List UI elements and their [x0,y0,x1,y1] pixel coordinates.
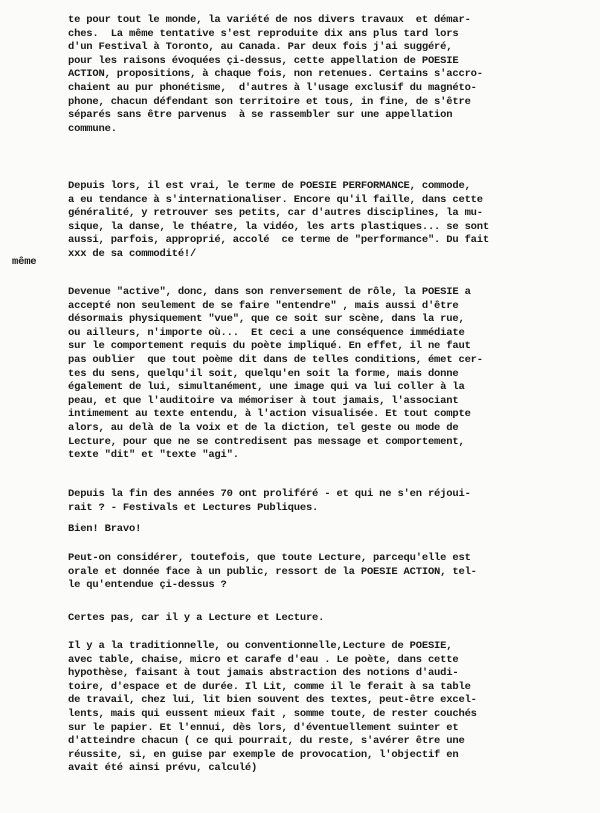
text-line: peau, et que l'auditoire va mémoriser à tout jamais, l'associant [68,394,459,407]
text-line: aussi, parfois, approprié, accolé ce terme de "performance". Du fait [68,234,489,247]
paragraph-bravo [68,523,588,537]
text-line: le qu'entendue çi-dessus ? [68,579,227,592]
text-line: ou ailleurs, n'importe où... Et ceci a une conséquence immédiate [68,326,465,339]
paragraph-poesie-performance [68,180,588,262]
paragraph-certes-pas [68,612,588,626]
text-line: sique, la danse, le théatre, la vidéo, les arts plastiques... se sont [68,220,489,233]
text-line: Il y a la traditionnelle, ou conventionnelle,Lecture de POESIE, [68,640,453,652]
paragraph-question [68,552,588,593]
text-line: rait ? - Festivals et Lectures Publiques. [68,501,319,514]
paragraph-devenue-active [68,286,588,463]
text-line: alors, au delà de la voix et de la diction, tel geste ou mode de [68,421,459,434]
text-line: chaient au pur phonétisme, d'autres à l'usage exclusif du magnéto- [68,81,477,94]
text-line: orale et donnée face à un public, ressort de la POESIE ACTION, tel- [68,565,477,578]
text-line: a eu tendance à s'internationaliser. Encore qu'il faille, dans cette [68,193,483,206]
text-line: avait été ainsi prévu, calculé) [68,762,258,775]
text-line: Lecture, pour que ne se contredisent pas message et comportement, [68,435,465,448]
text-line: Bien! Bravo! [68,523,142,535]
text-line: également de lui, simultanément, une image qui va lui coller à la [68,381,465,394]
text-line: ches. La même tentative s'est reproduite dix ans plus tard lors [68,27,459,40]
text-line: Certes pas, car il y a Lecture et Lecture. [68,612,325,624]
text-line: Depuis la fin des années 70 ont proliféré - et qui ne s'en réjoui- [68,488,471,500]
text-line: généralité, y retrouver ses petits, car d'autres disciplines, la mu- [68,207,483,220]
paragraph-festival-toronto [68,14,588,136]
text-line: lents, mais qui eussent mieux fait , somme toute, de rester couchés [68,707,477,720]
paragraph-festivals [68,488,588,515]
text-line: Depuis lors, il est vrai, le terme de POESIE PERFORMANCE, commode, [68,180,471,192]
text-line: tes du sens, quelqu'il soit, quelqu'en soit la forme, mais donne [68,367,459,380]
text-line: Peut-on considérer, toutefois, que toute Lecture, parcequ'elle est [68,552,471,564]
text-line: xxx de sa commodité!/ [68,247,197,260]
text-line: phone, chacun défendant son territoire et tous, in fine, de s'être [68,95,471,108]
text-line: séparés sans être parvenus à se rassembler sur une appellation [68,109,453,122]
text-line: te pour tout le monde, la variété de nos divers travaux et démar- [68,14,471,26]
text-line: intimement au texte entendu, à l'action visualisée. Et tout compte [68,408,471,421]
text-line: sur le comportement requis du poète impliqué. En effet, il ne faut [68,340,471,353]
text-line: désormais physiquement "vue", que ce soit sur scène, dans la rue, [68,313,465,326]
text-line: toire, d'espace et de durée. Il Lit, comme il le ferait à sa table [68,680,471,693]
text-line: réussite, si, en guise par exemple de provocation, l'objectif en [68,748,459,761]
handwritten-margin-note: même [12,256,37,268]
text-line: pour les raisons évoquées çi-dessus, cette appellation de POESIE [68,54,459,67]
text-line: Devenue "active", donc, dans son renversement de rôle, la POESIE a [68,286,471,298]
text-line: accepté non seulement de se faire "entendre" , mais aussi d'être [68,299,459,312]
paragraph-lecture-traditionnelle [68,640,588,776]
text-line: texte "dit" et "texte "agi". [68,449,239,462]
text-line: sur le papier. Et l'ennui, dès lors, d'éventuellement suinter et [68,721,459,734]
text-line: hypothèse, faisant à tout jamais abstraction des notions d'audi- [68,667,459,680]
text-line: avec table, chaise, micro et carafe d'eau . Le poète, dans cette [68,653,459,666]
text-line: ACTION, propositions, à chaque fois, non retenues. Certains s'accro- [68,68,483,81]
text-line: pas oublier que tout poème dit dans de telles conditions, émet cer- [68,353,483,366]
text-line: commune. [68,122,117,135]
text-line: d'un Festival à Toronto, au Canada. Par deux fois j'ai suggéré, [68,41,453,54]
text-line: de travail, chez lui, lit bien souvent des textes, peut-être excel- [68,694,477,707]
text-line: d'atteindre chacun ( ce qui pourrait, du reste, s'avérer être une [68,735,465,748]
